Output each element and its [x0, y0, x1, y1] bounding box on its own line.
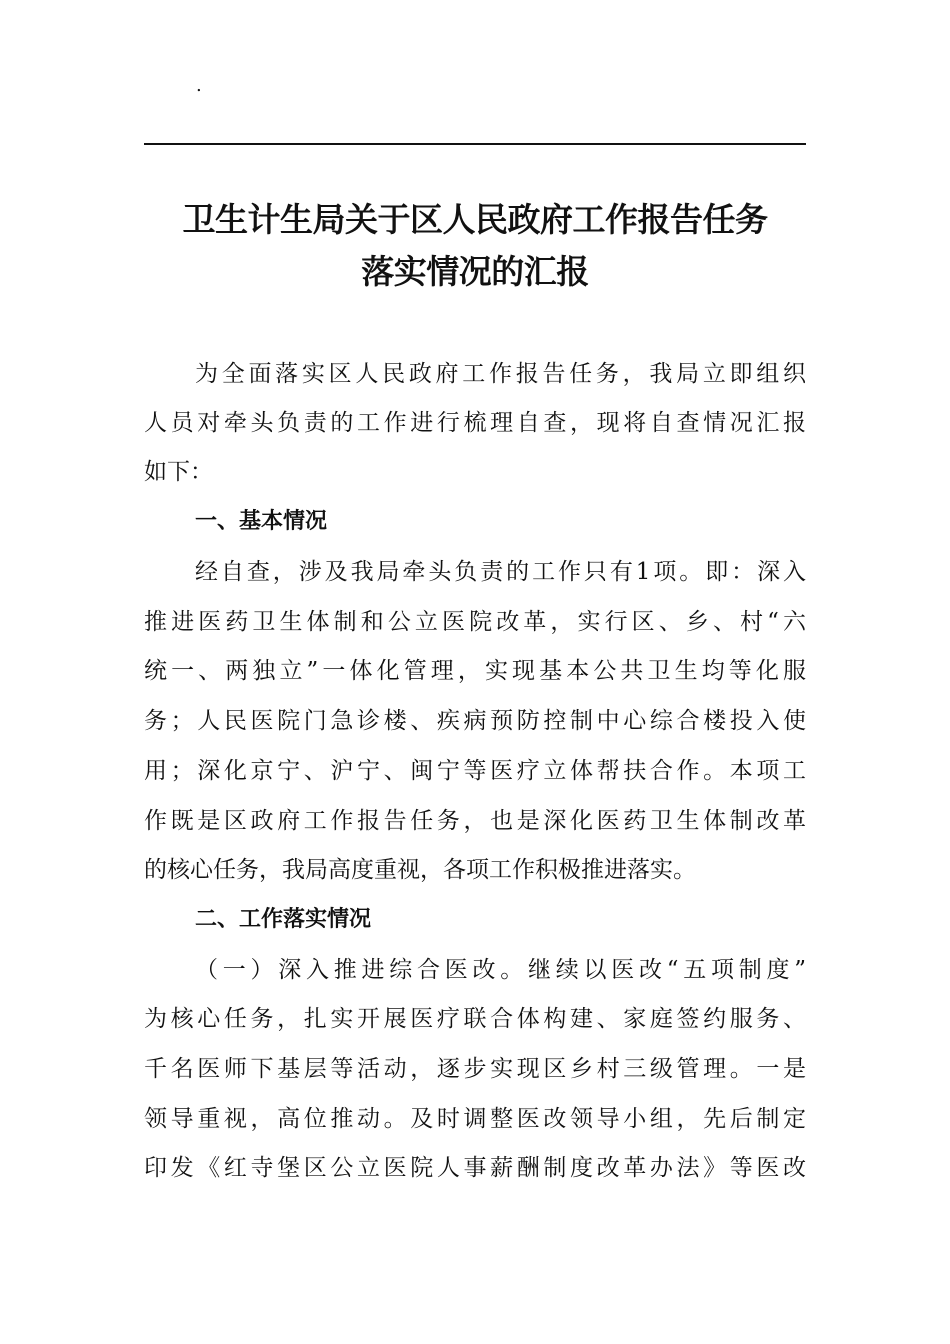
paragraph-line: 用；深化京宁、沪宁、闽宁等医疗立体帮扶合作。本项工	[144, 758, 806, 784]
paragraph-line: 推进医药卫生体制和公立医院改革，实行区、乡、村“六	[144, 609, 806, 635]
paragraph-line: 印发《红寺堡区公立医院人事薪酬制度改革办法》等医改	[144, 1155, 806, 1181]
document-title	[144, 194, 806, 298]
paragraph-line: 务；人民医院门急诊楼、疾病预防控制中心综合楼投入使	[144, 708, 806, 734]
paragraph-line: 领导重视，高位推动。及时调整医改领导小组，先后制定	[144, 1106, 806, 1132]
intro-line: 为全面落实区人民政府工作报告任务，我局立即组织	[195, 361, 806, 387]
paragraph-line: 千名医师下基层等活动，逐步实现区乡村三级管理。一是	[144, 1056, 806, 1082]
section-heading-basic: 一、基本情况	[195, 509, 328, 534]
paragraph-line: 经自查，涉及我局牵头负责的工作只有1项。即：深入	[195, 559, 806, 585]
title-line-1: 卫生计生局关于区人民政府工作报告任务	[182, 200, 768, 239]
intro-line: 人员对牵头负责的工作进行梳理自查，现将自查情况汇报	[144, 410, 806, 436]
header-rule	[144, 143, 806, 145]
intro-line: 如下：	[144, 459, 213, 485]
paragraph-line: （一）深入推进综合医改。继续以医改“五项制度”	[195, 957, 806, 983]
paragraph-line: 的核心任务，我局高度重视，各项工作积极推进落实。	[144, 857, 696, 883]
section-heading-implementation: 二、工作落实情况	[195, 907, 372, 932]
header-mark: .	[196, 75, 202, 96]
paragraph-line: 统一、两独立”一体化管理，实现基本公共卫生均等化服	[144, 658, 806, 684]
paragraph-line: 作既是区政府工作报告任务，也是深化医药卫生体制改革	[144, 808, 806, 834]
title-line-2: 落实情况的汇报	[361, 252, 589, 291]
paragraph-line: 为核心任务，扎实开展医疗联合体构建、家庭签约服务、	[144, 1006, 806, 1032]
